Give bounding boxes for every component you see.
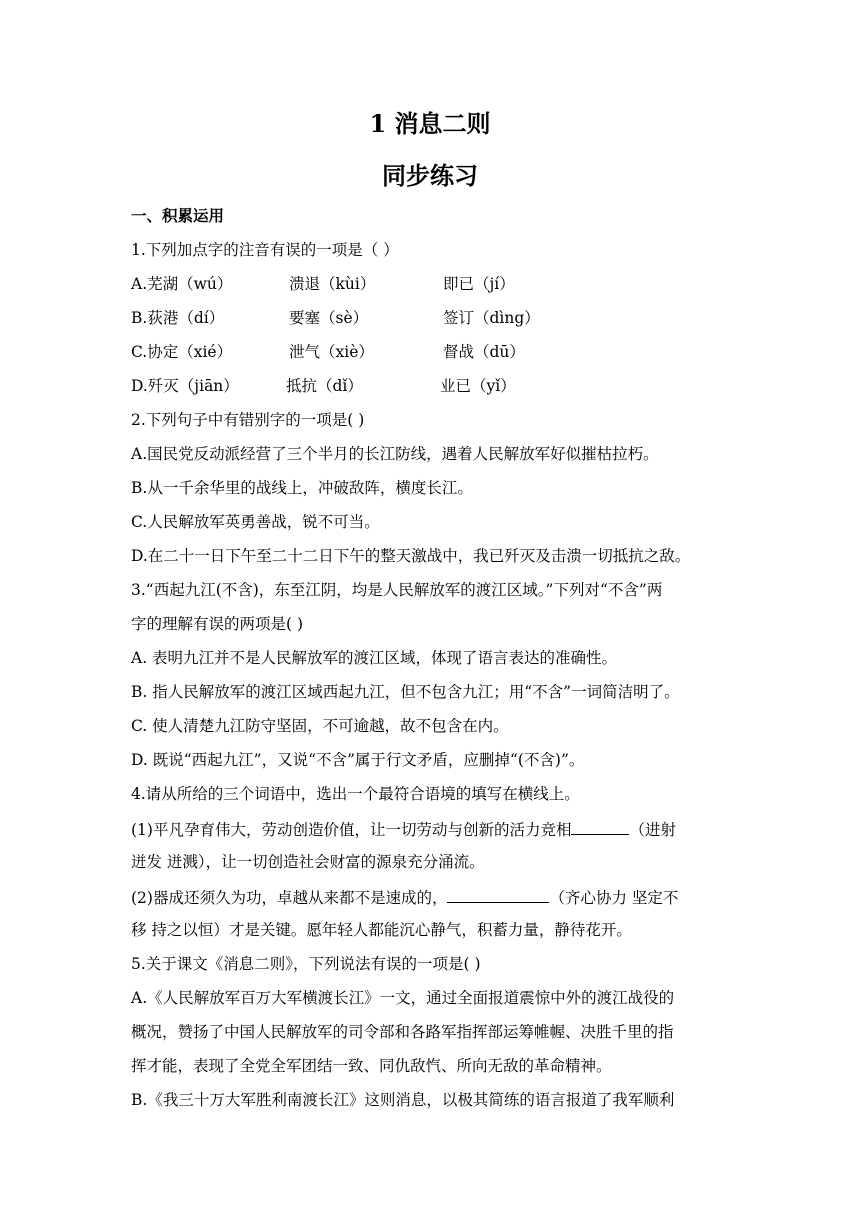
q1-option-a-1: A.芜湖（wú） [131, 275, 233, 293]
q3-option-c: C. 使人清楚九江防守坚固，不可逾越，故不包含在内。 [131, 717, 509, 735]
answer-blank-2[interactable] [447, 886, 549, 903]
q2-option-c: C.人民解放军英勇善战，锐不可当。 [131, 513, 380, 531]
q4-item-1-text: (1)平凡孕育伟大，劳动创造价值，让一切劳动与创新的活力竞相 [131, 821, 572, 839]
q1-option-a-3: 即已（jí） [443, 275, 515, 293]
answer-blank-1[interactable] [571, 818, 629, 835]
q1-option-b-1: B.荻港（dí） [131, 309, 225, 327]
q4-item-1-line1 [131, 818, 741, 840]
q1-option-c-3: 督战（dū） [443, 343, 525, 361]
q1-option-b-3: 签订（dìng） [443, 309, 540, 327]
question-2-stem: 2.下列句子中有错别字的一项是( ) [131, 411, 365, 429]
q3-option-b: B. 指人民解放军的渡江区域西起九江，但不包含九江；用“不含”一词简洁明了。 [131, 683, 680, 701]
q5-option-a-line3: 挥才能，表现了全党全军团结一致、同仇敌忾、所向无敌的革命精神。 [131, 1057, 612, 1075]
section-heading: 一、积累运用 [131, 206, 225, 225]
q1-option-c-2: 泄气（xiè） [289, 343, 374, 361]
question-3-stem-line2: 字的理解有误的两项是( ) [131, 615, 304, 633]
q3-option-a: A. 表明九江并不是人民解放军的渡江区域，体现了语言表达的准确性。 [131, 649, 618, 667]
q5-option-a-line2: 概况，赞扬了中国人民解放军的司令部和各路军指挥部运筹帷幄、决胜千里的指 [131, 1023, 674, 1041]
q4-item-1-choices: （进射 [629, 821, 676, 839]
q3-option-d: D. 既说“西起九江”，又说“不含”属于行文矛盾，应删掉“(不含)”。 [131, 751, 585, 769]
q1-option-a-2: 溃退（kùi） [289, 275, 376, 293]
q2-option-b: B.从一千余华里的战线上，冲破敌阵，横度长江。 [131, 479, 473, 497]
q1-option-d-1: D.歼灭（jiān） [131, 377, 239, 395]
q4-item-1-line2: 迸发 迸溅），让一切创造社会财富的源泉充分涌流。 [131, 853, 485, 871]
document-subtitle: 同步练习 [382, 161, 478, 190]
q4-item-2-line1 [131, 886, 741, 908]
q4-item-2-text: (2)器成还须久为功，卓越从来都不是速成的， [131, 889, 448, 907]
q4-item-2-line2: 移 持之以恒）才是关键。愿年轻人都能沉心静气，积蓄力量，静待花开。 [131, 921, 632, 939]
q4-item-2-choices: （齐心协力 坚定不 [549, 889, 679, 907]
question-3-stem-line1: 3.“西起九江(不含)，东至江阴，均是人民解放军的渡江区域。”下列对“不含”两 [131, 581, 663, 599]
question-1-stem: 1.下列加点字的注音有误的一项是（ ） [131, 241, 399, 259]
document-title: 1 消息二则 [369, 109, 491, 138]
q1-option-d-2: 抵抗（dǐ） [286, 377, 363, 395]
q2-option-d: D.在二十一日下午至二十二日下午的整天激战中，我已歼灭及击溃一切抵抗之敌。 [131, 547, 691, 565]
question-5-stem: 5.关于课文《消息二则》，下列说法有误的一项是( ) [131, 955, 481, 973]
q5-option-b-line1: B.《我三十万大军胜利南渡长江》这则消息，以极其简练的语言报道了我军顺利 [131, 1091, 675, 1109]
q2-option-a: A.国民党反动派经营了三个半月的长江防线，遇着人民解放军好似摧枯拉朽。 [131, 445, 659, 463]
q1-option-b-2: 要塞（sè） [289, 309, 369, 327]
q1-option-d-3: 业已（yǐ） [440, 377, 516, 395]
q1-option-c-1: C.协定（xié） [131, 343, 233, 361]
q5-option-a-line1: A.《人民解放军百万大军横渡长江》一文，通过全面报道震惊中外的渡江战役的 [131, 989, 675, 1007]
question-4-stem: 4.请从所给的三个词语中，选出一个最符合语境的填写在横线上。 [131, 785, 580, 803]
